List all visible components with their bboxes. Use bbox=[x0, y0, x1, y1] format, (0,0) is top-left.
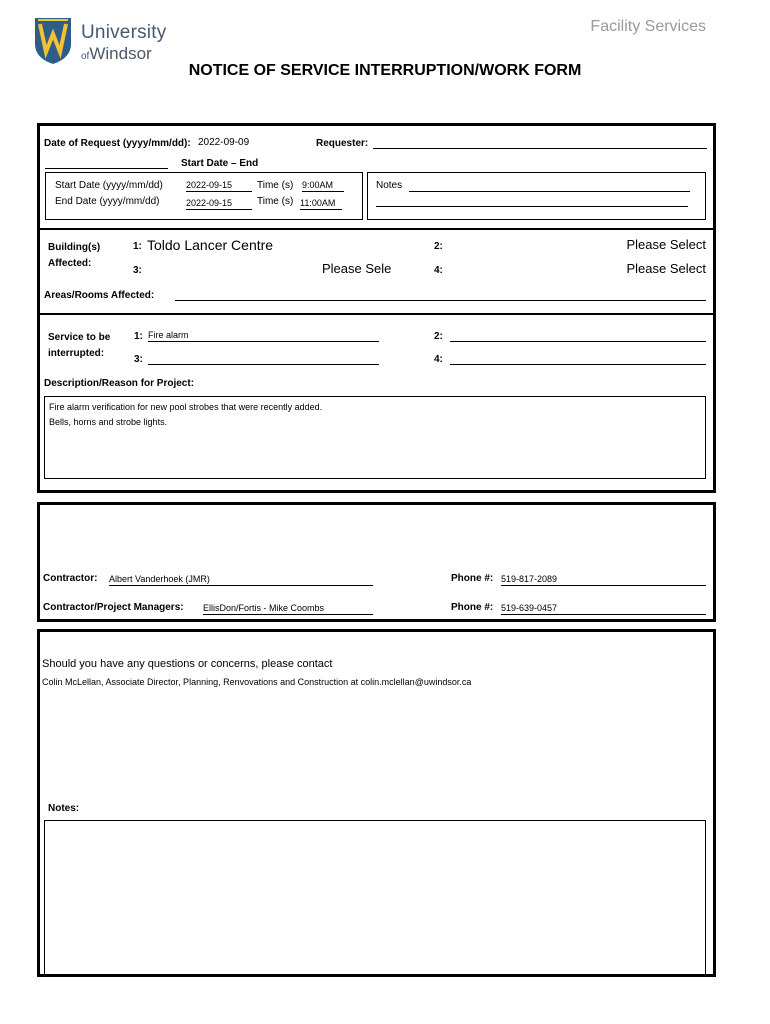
building-4-select[interactable]: Please Select bbox=[626, 261, 706, 276]
requester-field[interactable] bbox=[373, 148, 707, 149]
notes-line-2[interactable] bbox=[376, 206, 688, 207]
description-line-1: Fire alarm verification for new pool strobes that were recently added. bbox=[49, 402, 323, 412]
notes-box bbox=[367, 172, 706, 220]
building-3-select[interactable]: Please Sele bbox=[322, 261, 392, 276]
end-time-label: Time (s) bbox=[257, 196, 294, 207]
logo-university: University bbox=[81, 22, 167, 43]
start-time-value[interactable]: 9:00AM bbox=[302, 180, 344, 192]
service-label-2: interrupted: bbox=[48, 348, 105, 359]
end-time-value[interactable]: 11:00AM bbox=[300, 198, 342, 210]
buildings-label: Building(s) bbox=[48, 242, 101, 253]
project-managers-value[interactable]: EllisDon/Fortis - Mike Coombs bbox=[203, 603, 373, 615]
service-3-field[interactable] bbox=[148, 364, 379, 365]
description-line-2: Bells, horns and strobe lights. bbox=[49, 417, 168, 427]
final-notes-label: Notes: bbox=[48, 803, 80, 814]
buildings-label-2: Affected: bbox=[48, 258, 92, 269]
building-1-number: 1: bbox=[133, 241, 142, 252]
start-end-heading: Start Date – End bbox=[181, 158, 259, 169]
service-2-number: 2: bbox=[434, 331, 443, 342]
phone-1-label: Phone #: bbox=[451, 573, 494, 584]
building-2-number: 2: bbox=[434, 241, 443, 252]
contractor-label: Contractor: bbox=[43, 573, 98, 584]
date-of-request-label: Date of Request (yyyy/mm/dd): bbox=[44, 138, 191, 149]
building-2-select[interactable]: Please Select bbox=[626, 237, 706, 252]
section-divider-2 bbox=[37, 313, 716, 315]
logo-windsor: ofWindsor bbox=[81, 44, 152, 63]
building-3-number: 3: bbox=[133, 265, 142, 276]
university-logo bbox=[33, 16, 173, 68]
department-name: Facility Services bbox=[590, 18, 706, 35]
phone-1-value[interactable]: 519-817-2089 bbox=[501, 574, 706, 586]
form-title: NOTICE OF SERVICE INTERRUPTION/WORK FORM bbox=[188, 62, 582, 79]
contractor-value[interactable]: Albert Vanderhoek (JMR) bbox=[109, 574, 373, 586]
areas-rooms-field[interactable] bbox=[175, 300, 706, 301]
end-date-value[interactable]: 2022-09-15 bbox=[186, 198, 252, 210]
building-4-number: 4: bbox=[434, 265, 443, 276]
notes-line-1[interactable] bbox=[409, 191, 690, 192]
notes-label: Notes bbox=[376, 180, 403, 191]
start-date-value[interactable]: 2022-09-15 bbox=[186, 180, 252, 192]
date-of-request-value[interactable]: 2022-09-09 bbox=[198, 137, 250, 148]
phone-2-value[interactable]: 519-639-0457 bbox=[501, 603, 706, 615]
start-time-label: Time (s) bbox=[257, 180, 294, 191]
end-date-label: End Date (yyyy/mm/dd) bbox=[55, 196, 160, 207]
service-2-field[interactable] bbox=[450, 341, 706, 342]
building-1-select[interactable]: Toldo Lancer Centre bbox=[147, 237, 274, 253]
description-label: Description/Reason for Project: bbox=[44, 378, 195, 389]
phone-2-label: Phone #: bbox=[451, 602, 494, 613]
service-label: Service to be bbox=[48, 332, 111, 343]
service-4-field[interactable] bbox=[450, 364, 706, 365]
requester-label: Requester: bbox=[316, 138, 369, 149]
service-1-value[interactable]: Fire alarm bbox=[148, 330, 379, 342]
final-notes-textarea[interactable] bbox=[44, 820, 706, 977]
start-end-underline bbox=[45, 168, 168, 169]
areas-rooms-label: Areas/Rooms Affected: bbox=[44, 290, 155, 301]
service-3-number: 3: bbox=[134, 354, 143, 365]
project-managers-label: Contractor/Project Managers: bbox=[43, 602, 184, 613]
contact-details: Colin McLellan, Associate Director, Planning, Renvovations and Construction at colin.mclellan@uwindsor.ca bbox=[42, 677, 472, 687]
service-4-number: 4: bbox=[434, 354, 443, 365]
contact-intro: Should you have any questions or concerns, please contact bbox=[42, 658, 333, 670]
shield-logo-icon bbox=[33, 16, 73, 66]
service-1-number: 1: bbox=[134, 331, 143, 342]
section-divider bbox=[37, 228, 716, 230]
start-date-label: Start Date (yyyy/mm/dd) bbox=[55, 180, 163, 191]
